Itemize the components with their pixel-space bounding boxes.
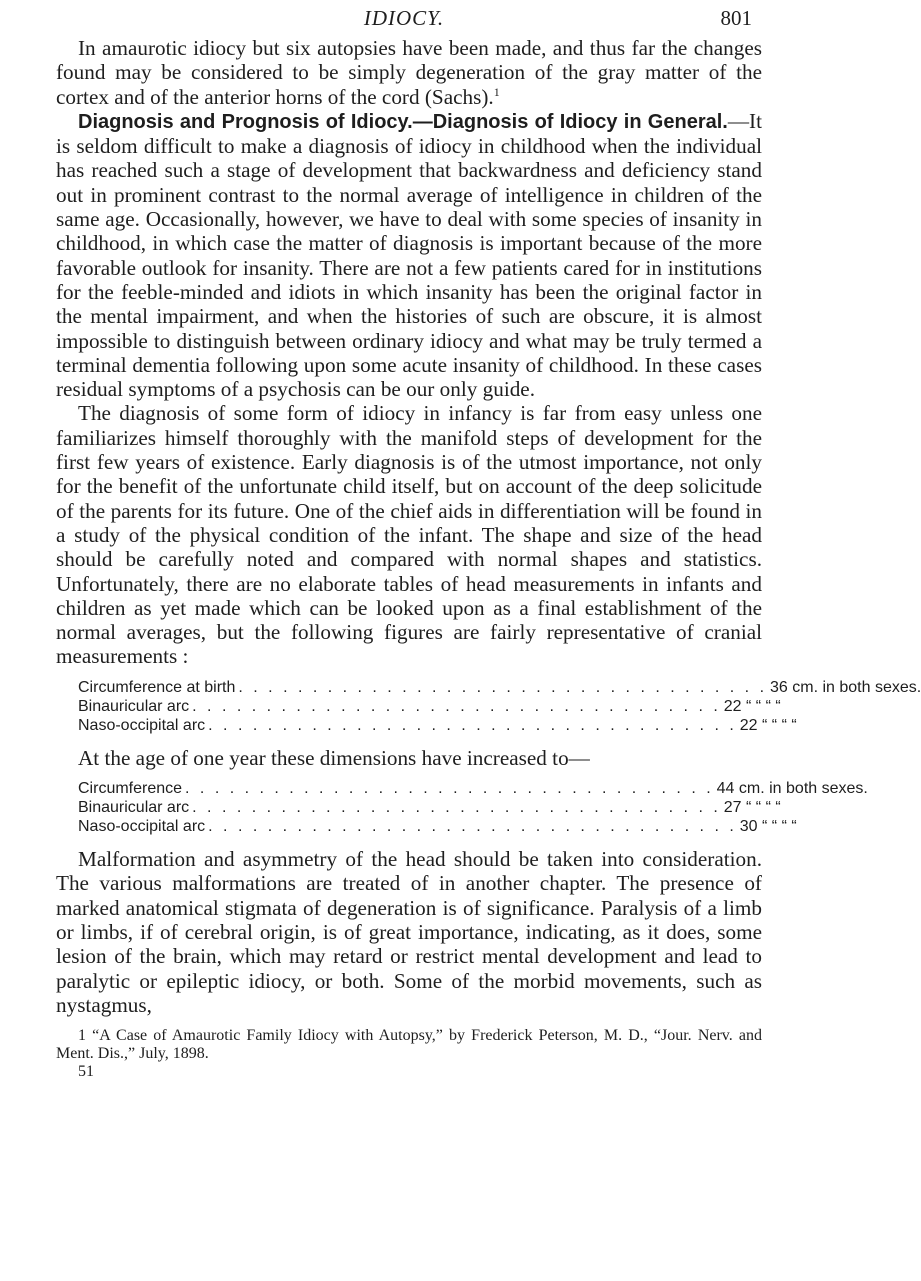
footnote: 1 “A Case of Amaurotic Family Idiocy with Autopsy,” by Frederick Peterson, M. D., “Jour. Nerv. and Ment. Dis.,” July, 1898. (56, 1027, 762, 1063)
table-row (78, 780, 868, 799)
measurement-label: Binauricular arc (78, 799, 190, 817)
measurements-at-birth-table (78, 678, 921, 736)
measurement-value: 44 cm. in both sexes. (716, 780, 868, 798)
measurement-value: 27 “ “ “ “ (723, 799, 781, 817)
measurement-label: Binauricular arc (78, 697, 190, 715)
paragraph-text: In amaurotic idiocy but six autopsies have been made, and thus far the changes found may be considered to be simply degeneration of the gray matter of the cortex and of the anterior horns of the cord (Sachs). (56, 36, 762, 109)
paragraph-diagnosis-general (56, 109, 762, 402)
subsection-heading: —Diagnosis of Idiocy in General. (412, 110, 728, 133)
body-text (56, 36, 921, 1081)
measurement-value: 30 “ “ “ “ (739, 818, 797, 836)
leader-dots: . . . . . . . . . . . . . . . . . . . . . . . . . . . . . . . . . . . . (192, 697, 721, 715)
measurement-label: Naso-occipital arc (78, 716, 206, 734)
leader-dots: . . . . . . . . . . . . . . . . . . . . . . . . . . . . . . . . . . . . (238, 678, 768, 696)
table-row (78, 678, 921, 698)
page-header (56, 6, 752, 32)
signature-mark: 51 (78, 1063, 94, 1081)
paragraph-amaurotic-idiocy (56, 36, 762, 109)
leader-dots: . . . . . . . . . . . . . . . . . . . . . . . . . . . . . . . . . . . . (185, 780, 714, 798)
paragraph-infancy-diagnosis: The diagnosis of some form of idiocy in infancy is far from easy unless one familiarizes himself thoroughly with the manifold steps of development for the first few years of existence. Early diagnosis is of the utmost importance, not only for the benefit of the unfortunate child itself, but on account of the deep solicitude of the parents for its future. One of the chief aids in differentiation will be found in a study of the physical condition of the infant. The shape and size of the head should be carefully noted and compared with normal shapes and statistics. Unfortunately, there are no elaborate tables of head measurements in infants and children as yet made which can be looked upon as a final establishment of the normal averages, but the following figures are fairly representative of cranial measurements : (56, 401, 762, 669)
paragraph-malformation: Malformation and asymmetry of the head should be taken into consideration. The various malformations are treated of in another chapter. The presence of marked anatomical stigmata of degeneration is of significance. Paralysis of a limb or limbs, if of cerebral origin, is of great importance, indicating, as it does, some lesion of the brain, which may retard or restrict mental development and lead to paralytic or epileptic idiocy, or both. Some of the morbid movements, such as nystagmus, (56, 847, 762, 1017)
measurement-label: Naso-occipital arc (78, 818, 206, 836)
measurement-value: 22 “ “ “ “ (723, 697, 781, 715)
running-title: IDIOCY. (363, 6, 445, 30)
footnote-reference: 1 (493, 84, 500, 99)
measurement-label: Circumference (78, 780, 183, 798)
page-number: 801 (720, 6, 752, 30)
table-row (78, 697, 781, 717)
section-heading: Diagnosis and Prognosis of Idiocy. (78, 110, 413, 133)
leader-dots: . . . . . . . . . . . . . . . . . . . . . . . . . . . . . . . . . . . . (208, 716, 737, 734)
measurement-label: Circumference at birth (78, 678, 236, 696)
table-row (78, 799, 781, 818)
paragraph-one-year: At the age of one year these dimensions have increased to— (78, 745, 590, 770)
leader-dots: . . . . . . . . . . . . . . . . . . . . . . . . . . . . . . . . . . . . (208, 818, 737, 836)
paragraph-text: —It is seldom difficult to make a diagnosis of idiocy in childhood when the individual has reached such a stage of development that backwardness and deficiency stand out in prominent contrast to the normal average of intelligence in children of the same age. Occasionally, however, we have to deal with some species of insanity in childhood, in which case the matter of diagnosis is important because of the more favorable outlook for insanity. There are not a few patients cared for in institutions for the feeble-minded and idiots in which insanity has been the original factor in the mental impairment, and when the histories of such are obscure, it is almost impossible to distinguish between ordinary idiocy and what may be truly termed a terminal dementia following upon some acute insanity of childhood. In these cases residual symptoms of a psychosis can be our only guide. (56, 108, 762, 402)
leader-dots: . . . . . . . . . . . . . . . . . . . . . . . . . . . . . . . . . . . . (192, 799, 721, 817)
table-row (78, 818, 797, 837)
measurement-value: 22 “ “ “ “ (739, 716, 797, 734)
measurements-one-year-table (78, 780, 868, 837)
table-row (78, 716, 797, 736)
measurement-value: 36 cm. in both sexes. (770, 678, 921, 696)
